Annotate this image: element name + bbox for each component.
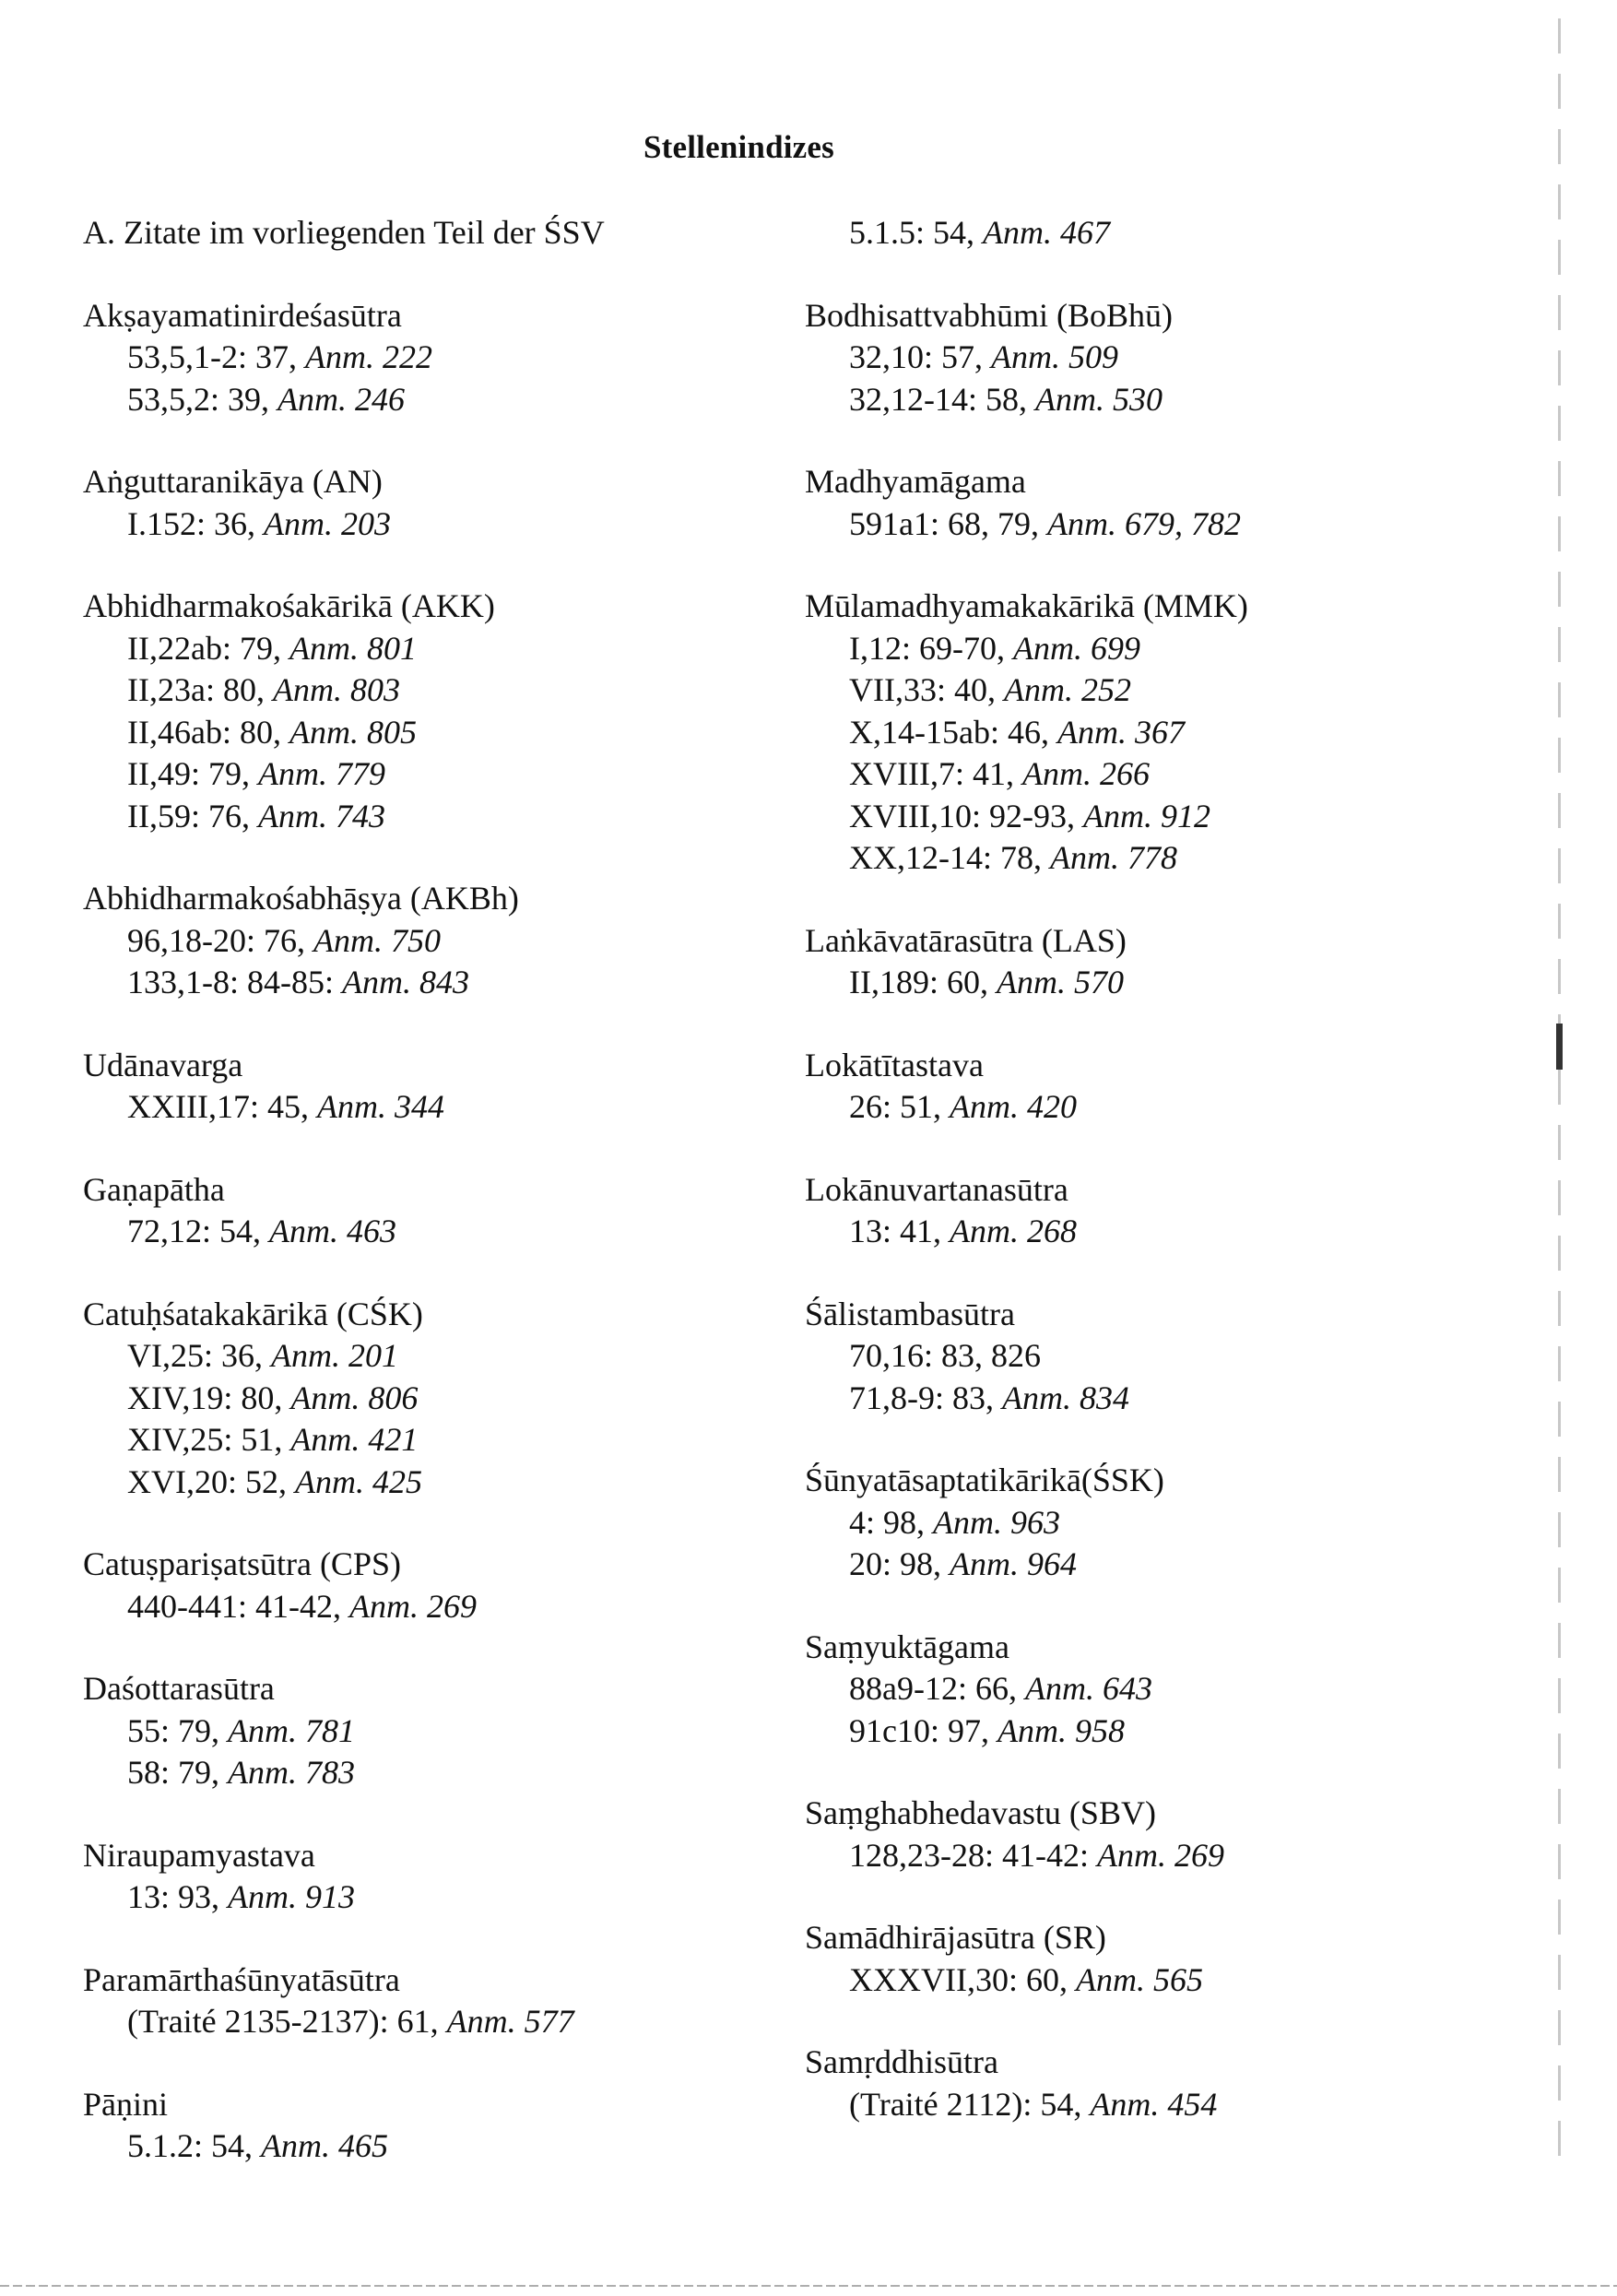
entry-title: Samṛddhisūtra [805,2043,998,2080]
index-reference [805,1086,1487,1129]
section-heading: A. Zitate im vorliegenden Teil der ŚSV [83,214,605,251]
entry-title: Paramārthaśūnyatāsūtra [83,1960,400,1998]
reference-note: Anm. 779 [257,755,385,792]
reference-note: Anm. 425 [295,1462,422,1500]
scan-edge-mark [1556,1024,1563,1070]
reference-note: Anm. 963 [933,1503,1061,1541]
reference-note: Anm. 203 [264,504,391,542]
reference-note: Anm. 465 [261,2127,389,2164]
reference-location: 71,8-9: 83, [849,1379,1002,1416]
index-entry [805,1045,1487,1129]
reference-location: XIV,19: 80, [127,1379,291,1416]
reference-note: Anm. 565 [1075,1960,1203,1998]
continuation-entry [805,212,1487,254]
reference-note: Anm. 467 [983,214,1111,251]
reference-note: Anm. 344 [316,1088,444,1125]
entry-title: Gaṇapātha [83,1170,225,1208]
reference-location: 58: 79, [127,1754,229,1791]
index-entry [83,878,747,1004]
reference-note: Anm. 679, 782 [1046,504,1241,542]
reference-note: Anm. 252 [1003,671,1131,708]
index-entry [83,295,747,421]
right-entries [805,295,1487,2126]
index-reference [83,1211,747,1253]
entry-title: Abhidharmakośabhāṣya (AKBh) [83,880,519,917]
reference-location: XVIII,10: 92-93, [849,797,1083,834]
reference-note: Anm. 750 [313,921,441,959]
index-entry [83,461,747,545]
entry-title: Abhidharmakośakārikā (AKK) [83,587,495,624]
reference-note: Anm. 463 [269,1213,397,1249]
index-reference [83,753,747,796]
index-entry [83,1668,747,1794]
reference-note: Anm. 269 [1096,1836,1224,1874]
reference-note: Anm. 222 [305,338,432,375]
reference-location: (Traité 2112): 54, [849,2085,1091,2123]
reference-location: I.152: 36, [127,504,264,542]
reference-note: Anm. 803 [272,671,400,708]
index-reference [83,962,747,1004]
entry-title: Bodhisattvabhūmi (BoBhū) [805,296,1173,334]
reference-location: 128,23-28: 41-42: [849,1836,1097,1874]
reference-location: 13: 41, [849,1213,950,1249]
scan-bottom-edge [0,2285,1617,2287]
index-reference [83,669,747,712]
reference-location: 88a9-12: 66, [849,1670,1025,1707]
reference-location: 4: 98, [849,1503,934,1541]
entry-title: Daśottarasūtra [83,1670,275,1707]
index-reference [805,1211,1487,1253]
index-reference [83,503,747,546]
reference-note: Anm. 454 [1090,2085,1218,2123]
reference-note: Anm. 266 [1021,755,1150,792]
reference-note: Anm. 509 [991,338,1119,375]
reference-location: 32,12-14: 58, [849,380,1035,418]
reference-note: Anm. 743 [257,797,385,834]
entry-title: Udānavarga [83,1046,243,1083]
index-entry [83,1959,747,2043]
index-entry [83,1835,747,1919]
reference-location: II,23a: 80, [127,671,273,708]
reference-note: Anm. 246 [277,380,406,418]
index-entry [805,461,1487,545]
reference-location: X,14-15ab: 46, [849,713,1057,751]
left-column [83,212,747,2208]
reference-note: Anm. 805 [289,713,417,751]
index-entry [83,586,747,837]
entry-title: Saṃyuktāgama [805,1627,1009,1665]
reference-location: II,49: 79, [127,755,258,792]
index-reference [805,1668,1487,1710]
reference-location: II,46ab: 80, [127,713,289,751]
index-reference [83,1710,747,1753]
reference-note: Anm. 913 [228,1878,356,1915]
scan-edge-artifact [1558,18,1561,2158]
reference-location: XVI,20: 52, [127,1462,295,1500]
index-reference [83,1462,747,1504]
reference-note: Anm. 806 [290,1379,419,1416]
index-reference [83,628,747,670]
index-reference [805,1502,1487,1544]
index-reference [805,837,1487,880]
reference-location: 55: 79, [127,1711,229,1749]
index-entry [805,1460,1487,1586]
index-reference [805,1959,1487,2002]
reference-location: 591a1: 68, 79, [849,504,1047,542]
reference-location: 133,1-8: 84-85: [127,964,342,1000]
reference-location: II,22ab: 79, [127,629,289,667]
reference-location: 5.1.2: 54, [127,2127,262,2164]
entry-title: Lokātītastava [805,1046,984,1083]
reference-note: Anm. 269 [348,1587,477,1625]
entry-title: Niraupamyastava [83,1836,315,1874]
reference-location: 20: 98, [849,1545,950,1582]
index-reference [83,712,747,754]
reference-note: Anm. 699 [1012,629,1140,667]
entry-title: Lokānuvartanasūtra [805,1170,1068,1208]
index-reference [83,2125,747,2168]
index-entry [805,586,1487,880]
index-reference [805,1335,1487,1378]
index-reference [805,796,1487,838]
index-reference [805,962,1487,1004]
entry-title: Aṅguttaranikāya (AN) [83,463,383,500]
index-reference [805,1378,1487,1420]
entry-title: Madhyamāgama [805,463,1026,500]
reference-note: Anm. 801 [289,629,417,667]
reference-location: VI,25: 36, [127,1337,271,1374]
reference-location: 91c10: 97, [849,1711,997,1749]
reference-note: Anm. 201 [271,1337,398,1374]
entry-title: Catuḥśatakakārikā (CŚK) [83,1295,423,1332]
reference-note: Anm. 570 [996,964,1124,1000]
index-entry [805,920,1487,1004]
index-entry [805,295,1487,421]
reference-note: Anm. 778 [1050,839,1177,876]
index-reference [83,1378,747,1420]
index-reference [805,1710,1487,1753]
reference-location: XVIII,7: 41, [849,755,1022,792]
reference-location: XIV,25: 51, [127,1421,291,1458]
entry-title: Samādhirājasūtra (SR) [805,1919,1106,1956]
reference-location: 96,18-20: 76, [127,921,313,959]
index-entry [83,1294,747,1504]
index-reference [83,1876,747,1919]
entry-title: Saṃghabhedavastu (SBV) [805,1794,1156,1831]
reference-location: 53,5,2: 39, [127,380,278,418]
reference-location: 32,10: 57, [849,338,992,375]
entry-title: Laṅkāvatārasūtra (LAS) [805,921,1127,959]
index-reference [805,712,1487,754]
reference-note: Anm. 964 [950,1545,1078,1582]
index-reference [83,1586,747,1628]
reference-location: 440-441: 41-42, [127,1587,349,1625]
reference-note: Anm. 783 [228,1754,356,1791]
reference-note: Anm. 530 [1035,380,1163,418]
reference-note: Anm. 268 [950,1213,1078,1249]
reference-location: XXXVII,30: 60, [849,1960,1076,1998]
index-reference [83,1086,747,1129]
reference-location: 70,16: 83, 826 [849,1337,1042,1374]
index-reference [83,1419,747,1462]
reference-location: II,189: 60, [849,964,997,1000]
reference-location: 26: 51, [849,1088,950,1125]
index-entry [805,1169,1487,1253]
right-column [805,212,1487,2166]
reference-location: (Traité 2135-2137): 61, [127,2003,447,2040]
index-reference [805,669,1487,712]
index-entry [805,1793,1487,1876]
index-reference [83,1752,747,1794]
index-entry [805,2042,1487,2125]
reference-note: Anm. 420 [950,1088,1078,1125]
index-reference [83,337,747,379]
index-reference [805,628,1487,670]
index-reference [83,920,747,963]
reference-location: 13: 93, [127,1878,229,1915]
index-reference [805,379,1487,421]
reference-note: Anm. 577 [446,2003,574,2040]
index-reference [805,1544,1487,1586]
index-entry [805,1917,1487,2001]
entry-title: Catuṣpariṣatsūtra (CPS) [83,1545,401,1582]
index-reference [83,1335,747,1378]
entry-title: Mūlamadhyamakakārikā (MMK) [805,587,1248,624]
reference-note: Anm. 843 [341,964,469,1000]
index-entry [805,1294,1487,1420]
reference-location: VII,33: 40, [849,671,1004,708]
reference-location: I,12: 69-70, [849,629,1013,667]
entry-title: Akṣayamatinirdeśasūtra [83,296,402,334]
reference-location: 5.1.5: 54, [849,214,984,251]
index-entry [805,1627,1487,1753]
reference-note: Anm. 421 [290,1421,419,1458]
reference-location: 53,5,1-2: 37, [127,338,305,375]
reference-location: II,59: 76, [127,797,258,834]
index-reference [805,212,1487,254]
page-title: Stellenindizes [643,129,834,165]
index-entry [83,1169,747,1253]
reference-note: Anm. 643 [1024,1670,1152,1707]
index-reference [83,2001,747,2043]
reference-note: Anm. 781 [228,1711,356,1749]
entry-title: Śūnyatāsaptatikārikā(ŚSK) [805,1462,1164,1498]
reference-location: XXIII,17: 45, [127,1088,317,1125]
entry-title: Pāṇini [83,2085,169,2123]
reference-note: Anm. 367 [1056,713,1185,751]
reference-location: XX,12-14: 78, [849,839,1050,876]
entry-title: Śālistambasūtra [805,1295,1015,1332]
reference-note: Anm. 834 [1002,1379,1129,1416]
index-reference [805,753,1487,796]
reference-note: Anm. 912 [1082,797,1210,834]
index-reference [83,796,747,838]
index-entry [83,2084,747,2168]
index-reference [805,2084,1487,2126]
left-entries [83,295,747,2168]
index-reference [805,337,1487,379]
index-entry [83,1045,747,1129]
index-reference [83,379,747,421]
reference-location: 72,12: 54, [127,1213,270,1249]
reference-note: Anm. 958 [997,1711,1125,1749]
index-reference [805,1835,1487,1877]
index-reference [805,503,1487,546]
index-entry [83,1544,747,1627]
